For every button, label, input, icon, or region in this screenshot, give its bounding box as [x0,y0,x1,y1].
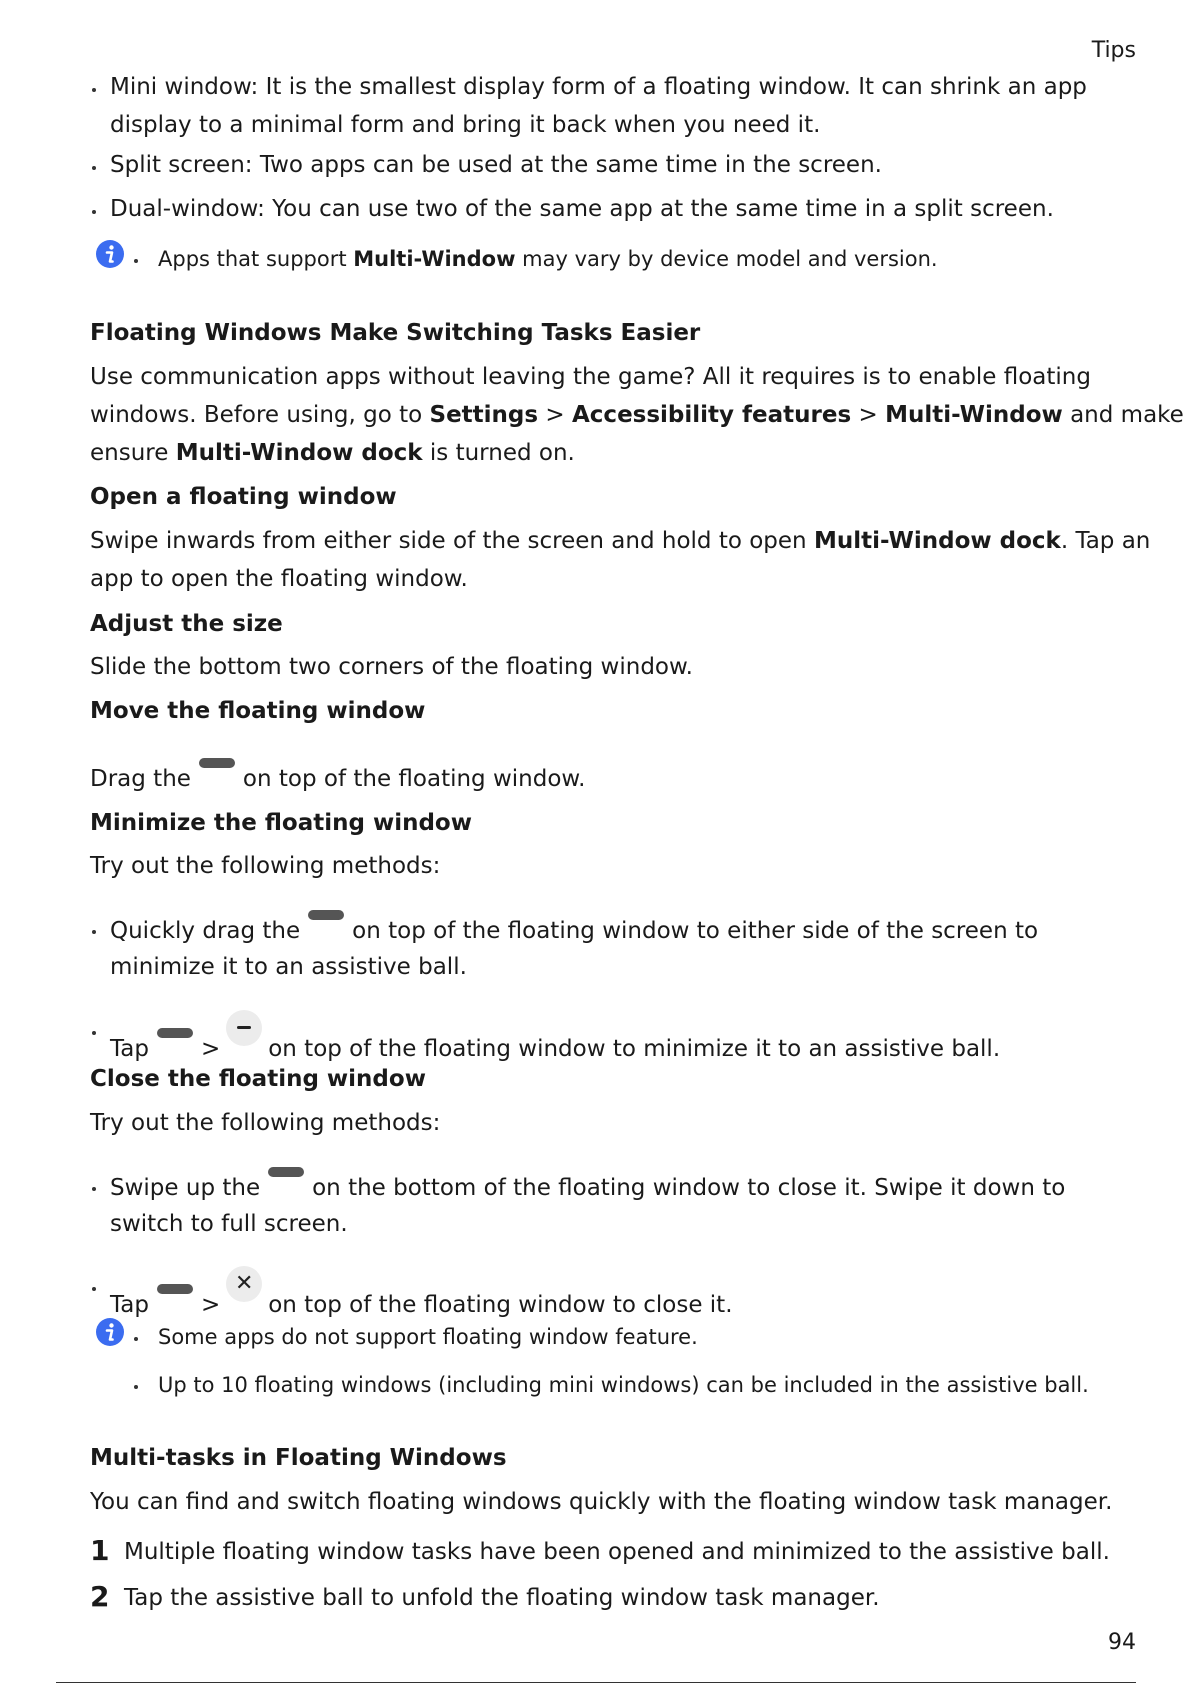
bullet-dot [92,1187,96,1191]
note-bullet-dot [134,1385,138,1389]
mode-dual-window: Dual-window: You can use two of the same app at the same time in a split screen. [110,196,1054,222]
mode-split-screen: Split screen: Two apps can be used at the same time in the screen. [110,152,882,178]
open-line2: app to open the floating window. [90,566,468,592]
step-number: 1 [90,1534,110,1567]
window-handle-icon [157,1284,193,1294]
section1-para-line3: ensure Multi-Window dock is turned on. [90,440,575,466]
adjust-text: Slide the bottom two corners of the floating window. [90,654,693,680]
close-bullet1-line2: switch to full screen. [110,1211,348,1237]
minimize-icon [226,1010,262,1046]
note-bullet-dot [134,1337,138,1341]
close-bullet1-line1: Swipe up the on the bottom of the floating window to close it. Swipe it down to [110,1167,1065,1207]
close-icon: ✕ [226,1266,262,1302]
minimize-bullet1-line2: minimize it to an assistive ball. [110,954,467,980]
subheading-open: Open a floating window [90,484,397,510]
step-2-text: Tap the assistive ball to unfold the floating window task manager. [124,1585,880,1611]
minimize-intro: Try out the following methods: [90,853,441,879]
subheading-minimize: Minimize the floating window [90,810,472,836]
minimize-bullet1-line1: Quickly drag the on top of the floating window to either side of the screen to [110,910,1038,950]
step-number: 2 [90,1580,110,1613]
bullet-dot [92,166,96,170]
minimize-bullet2: Tap > on top of the floating window to minimize it to an assistive ball. [110,1010,1000,1068]
step-1-text: Multiple floating window tasks have been opened and minimized to the assistive ball. [124,1539,1110,1565]
window-handle-icon [157,1028,193,1038]
section1-para-line1: Use communication apps without leaving the game? All it requires is to enable floating [90,364,1091,390]
window-handle-icon [199,758,235,768]
page-number: 94 [1108,1630,1136,1655]
footer-rule [56,1682,1136,1683]
mode-mini-window-line2: display to a minimal form and bring it back when you need it. [110,112,821,138]
close-bullet2: Tap > ✕ on top of the floating window to close it. [110,1266,733,1324]
window-handle-icon [308,910,344,920]
mode-mini-window-line1: Mini window: It is the smallest display form of a floating window. It can shrink an app [110,74,1087,100]
move-text: Drag the on top of the floating window. [90,758,585,798]
section2-intro: You can find and switch floating windows quickly with the floating window task manager. [90,1489,1113,1515]
info-icon [96,240,124,268]
note2-item1: Some apps do not support floating window feature. [158,1325,698,1349]
header-section: Tips [1091,38,1136,63]
subheading-close: Close the floating window [90,1066,426,1092]
bullet-dot [92,1031,96,1035]
bullet-dot [92,88,96,92]
subheading-adjust: Adjust the size [90,611,283,637]
open-line1: Swipe inwards from either side of the screen and hold to open Multi-Window dock. Tap an [90,528,1151,554]
bullet-dot [92,930,96,934]
section-title-floating-windows: Floating Windows Make Switching Tasks Easier [90,320,701,346]
section-title-multi-tasks: Multi-tasks in Floating Windows [90,1445,507,1471]
bullet-dot [92,1287,96,1291]
section1-para-line2: windows. Before using, go to Settings > Accessibility features > Multi-Window and make [90,402,1184,428]
note2-item2: Up to 10 floating windows (including mini windows) can be included in the assistive ball. [158,1373,1089,1397]
window-handle-icon [268,1167,304,1177]
info-icon [96,1318,124,1346]
close-intro: Try out the following methods: [90,1110,441,1136]
bullet-dot [92,210,96,214]
note-bullet-dot [134,259,138,263]
note-multi-window-support: Apps that support Multi-Window may vary by device model and version. [158,247,938,271]
subheading-move: Move the floating window [90,698,426,724]
